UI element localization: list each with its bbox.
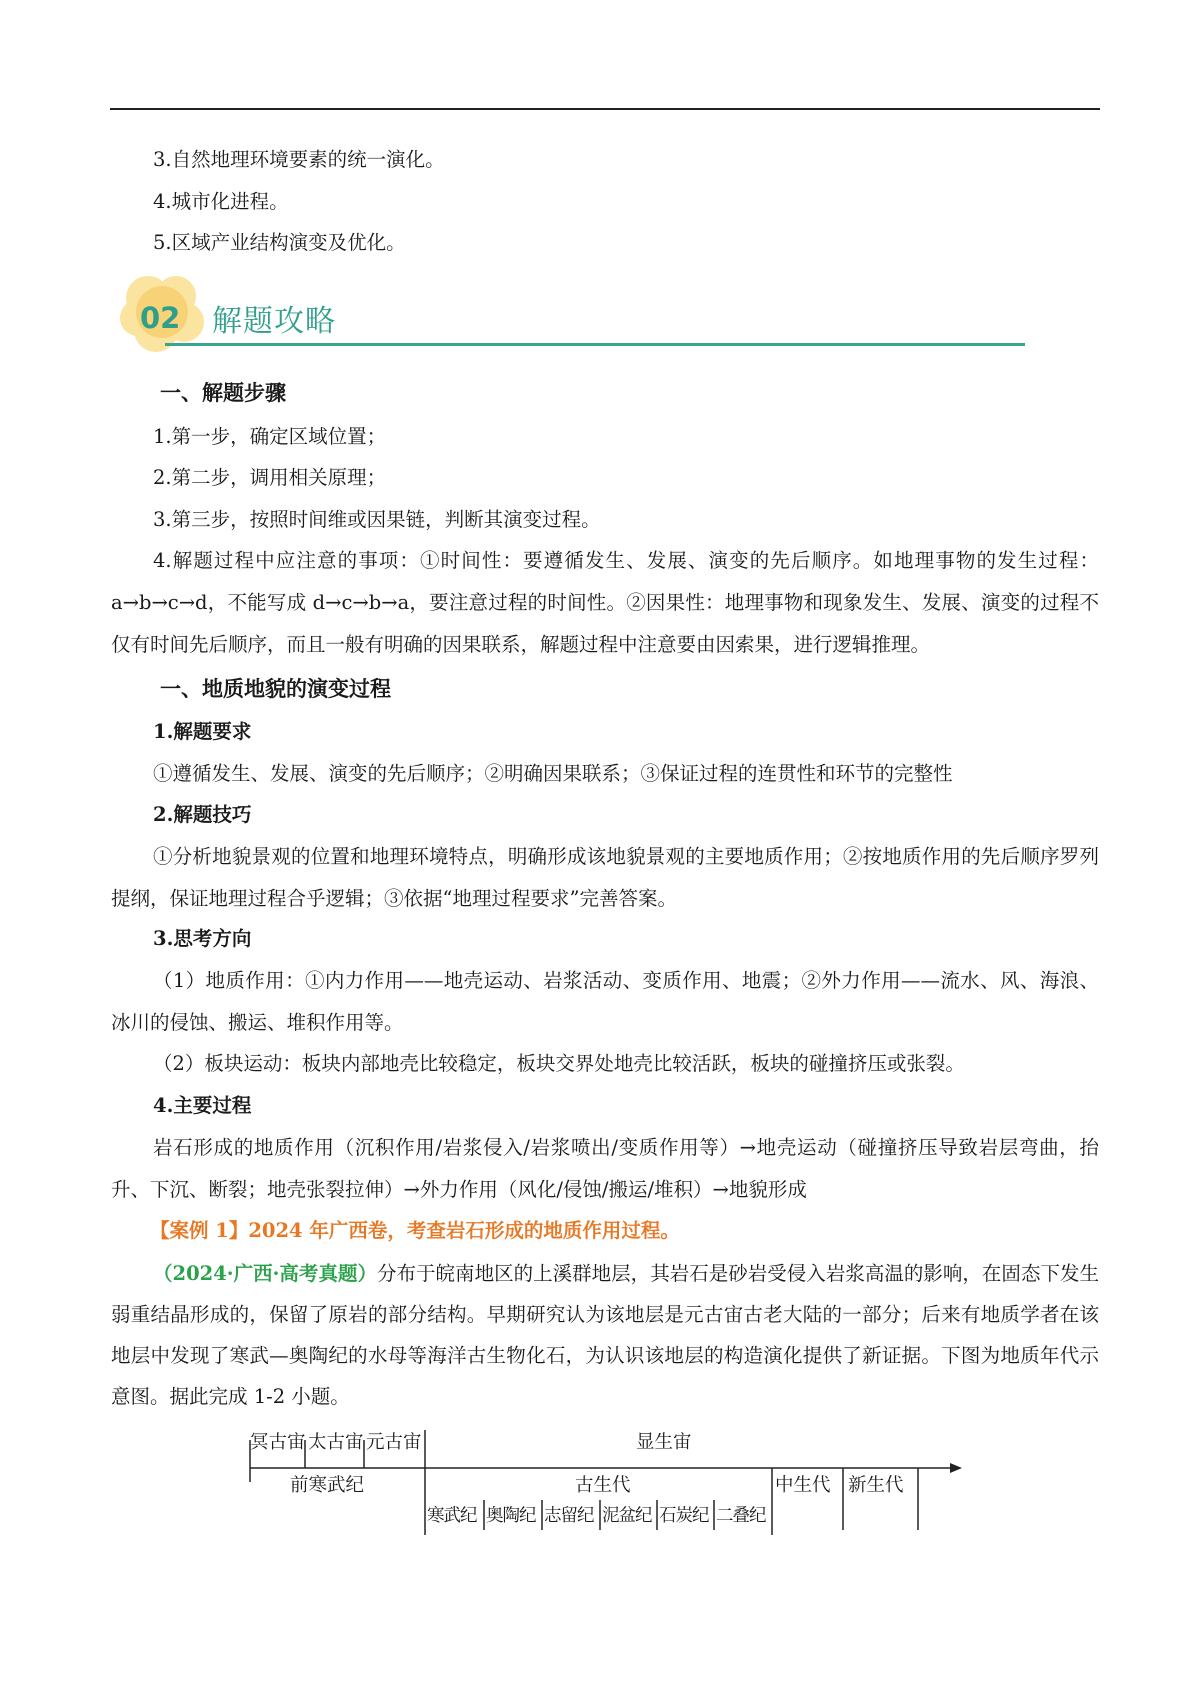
- period-label: 志留纪: [544, 1506, 594, 1526]
- think-title: 3.思考方向: [153, 927, 252, 950]
- period-label: 奥陶纪: [486, 1506, 536, 1526]
- era-label: 新生代: [848, 1475, 904, 1496]
- case-title: 【案例 1】2024 年广西卷，考查岩石形成的地质作用过程。: [150, 1219, 680, 1242]
- tips-title: 2.解题技巧: [153, 803, 252, 826]
- eon-label: 冥古宙: [250, 1432, 306, 1453]
- list-item: 3.自然地理环境要素的统一演化。: [153, 148, 445, 171]
- req-text: ①遵循发生、发展、演变的先后顺序；②明确因果联系；③保证过程的连贯性和环节的完整性: [153, 762, 953, 785]
- think-text-2: （2）板块运动：板块内部地壳比较稳定，板块交界处地壳比较活跃，板块的碰撞挤压或张裂。: [153, 1052, 965, 1075]
- eon-label: 太古宙: [308, 1432, 364, 1453]
- step-item: 2.第二步，调用相关原理；: [153, 466, 387, 489]
- step-item: 1.第一步，确定区域位置；: [153, 425, 387, 448]
- period-label: 泥盆纪: [602, 1506, 652, 1526]
- period-label: 二叠纪: [716, 1506, 766, 1526]
- case-body: 分布于皖南地区的上溪群地层，其岩石是砂岩受侵入岩浆高温的影响，在固态下发生弱重结晶形成的，保留了原岩的部分结构。早期研究认为该地层是元古宙古老大陆的一部分；后来有地质学者在该地层中发现了寒武—奥陶纪的水母等海洋古生物化石，为认识该地层的构造演化提供了新证据。下图为地质年代示意图。据此完成 1-2 小题。: [111, 1262, 1099, 1408]
- period-label: 寒武纪: [427, 1506, 477, 1526]
- process-text: 岩石形成的地质作用（沉积作用/岩浆侵入/岩浆喷出/变质作用等）→地壳运动（碰撞挤压导致岩层弯曲，抬升、下沉、断裂；地壳张裂拉伸）→外力作用（风化/侵蚀/搬运/堆积）→地貌形成: [111, 1136, 1099, 1201]
- case-source: （2024·广西·高考真题）: [153, 1262, 377, 1285]
- step-item: 3.第三步，按照时间维或因果链，判断其演变过程。: [153, 508, 601, 531]
- eon-label: 显生宙: [636, 1432, 692, 1453]
- list-item: 4.城市化进程。: [153, 190, 289, 213]
- geology-heading: 一、地质地貌的演变过程: [160, 677, 391, 701]
- section-number: 02: [140, 301, 181, 335]
- tips-text: ①分析地貌景观的位置和地理环境特点，明确形成该地貌景观的主要地质作用；②按地质作用的先后顺序罗列提纲，保证地理过程合乎逻辑；③依据“地理过程要求”完善答案。: [111, 845, 1099, 910]
- section-title: 解题攻略: [212, 304, 336, 339]
- era-label: 前寒武纪: [290, 1475, 365, 1496]
- eon-label: 元古宙: [366, 1432, 422, 1453]
- steps-heading: 一、解题步骤: [160, 381, 286, 405]
- steps-note: 4.解题过程中应注意的事项：①时间性：要遵循发生、发展、演变的先后顺序。如地理事物的发生过程：a→b→c→d，不能写成 d→c→b→a，要注意过程的时间性。②因果性：地理事物和现象发生、发展、演变的过程不仅有时间先后顺序，而且一般有明确的因果联系，解题过程中注意要由因索果，进行逻辑推理。: [111, 549, 1099, 656]
- think-text-1: （1）地质作用：①内力作用——地壳运动、岩浆活动、变质作用、地震；②外力作用——流水、风、海浪、冰川的侵蚀、搬运、堆积作用等。: [111, 969, 1099, 1034]
- period-label: 石炭纪: [659, 1506, 709, 1526]
- process-title: 4.主要过程: [153, 1094, 252, 1117]
- era-label: 古生代: [575, 1475, 631, 1496]
- list-item: 5.区域产业结构演变及优化。: [153, 231, 406, 254]
- req-title: 1.解题要求: [153, 720, 252, 743]
- era-label: 中生代: [775, 1475, 831, 1496]
